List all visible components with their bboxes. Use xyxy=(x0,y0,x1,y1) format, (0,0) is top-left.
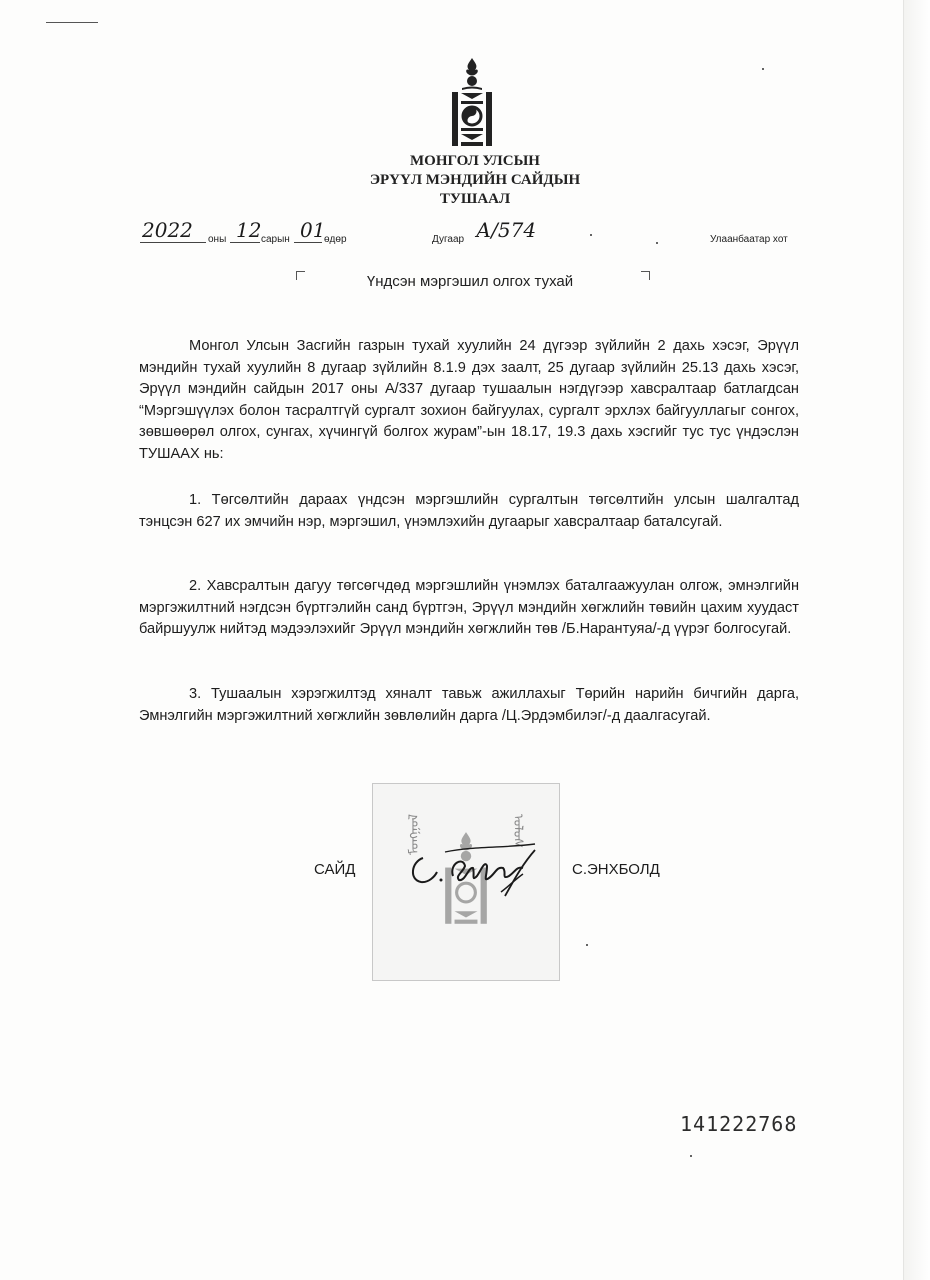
month-label: сарын xyxy=(261,234,290,245)
subject-bracket-left xyxy=(296,271,305,280)
city-label: Улаанбаатар хот xyxy=(710,234,788,245)
order-item-1: 1. Төгсөлтийн дараах үндсэн мэргэшлийн сургалтын төгсөлтийн улсын шалгалтад тэнцсэн 627 их эмчийн нэр, мэргэшил, үнэмлэхийн дугаарыг хавсралтаар баталсугай. xyxy=(139,492,799,530)
intro-paragraph: Монгол Улсын Засгийн газрын тухай хуулийн 24 дүгээр зүйлийн 2 дахь хэсэг, Эрүүл мэндийн тухай хуулийн 8 дугаар зүйлийн 8.1.9 дэх заалт, 25 дугаар зүйлийн 25.13 дахь хэсэг, Эрүүл мэндийн сайдын 2017 оны А/337 дугаар тушаалын нэгдүгээр хавсралтаар батлагдсан “Мэргэшүүлэх болон тасралтгүй сургалт зохион байгуулах, сургалт эрхлэх байгууллагыг сонгох, зөвшөөрөл олгох, сунгах, хүчингүй болгох журам”-ын 18.17, 19.3 дахь хэсгийг тус тус үндэслэн ТУШААХ нь: xyxy=(139,338,799,462)
issuer-country: МОНГОЛ УЛСЫН xyxy=(410,153,540,169)
soyombo-emblem-icon xyxy=(448,56,496,150)
signatory-name: С.ЭНХБОЛД xyxy=(572,861,660,878)
corner-mark xyxy=(46,22,98,23)
handwritten-day: 01 xyxy=(300,218,326,242)
serial-number: 141222768 xyxy=(680,1112,798,1136)
handwritten-year: 2022 xyxy=(142,218,193,242)
document-type: ТУШААЛ xyxy=(439,191,511,207)
signatory-title: САЙД xyxy=(314,861,356,878)
number-label: Дугаар xyxy=(432,234,465,245)
handwritten-signature xyxy=(405,836,555,906)
year-label: оны xyxy=(208,234,227,245)
order-item-2: 2. Хавсралтын дагуу төгсөгчдөд мэргэшлийн үнэмлэх баталгаажуулан олгож, эмнэлгийн мэргэжилтний нэгдсэн бүртгэлийн санд бүртгэн, Эрүүл мэндийн хөгжлийн төвийн цахим хуудаст байршуулж нийтэд мэдээлэхийг Эрүүл мэндийн хөгжлийн төв /Б.Нарантуяа/-д үүрэг болгосугай. xyxy=(139,578,799,637)
day-label: өдөр xyxy=(324,234,347,245)
issuer-ministry: ЭРҮҮЛ МЭНДИЙН САЙДЫН xyxy=(369,172,581,188)
seal-right-script: ᠤᠯᠤᠰ xyxy=(510,814,525,848)
document-subject: Үндсэн мэргэшил олгох тухай xyxy=(366,273,574,290)
seal-left-script: ᠮᠣᠩᠭᠣᠯ xyxy=(407,814,422,856)
handwritten-number: А/574 xyxy=(476,218,537,242)
subject-bracket-right xyxy=(641,271,650,280)
scan-edge xyxy=(903,0,930,1280)
handwritten-month: 12 xyxy=(236,218,262,242)
order-item-3: 3. Тушаалын хэрэгжилтэд хяналт тавьж ажиллахыг Төрийн нарийн бичгийн дарга, Эмнэлгийн мэргэжилтний хөгжлийн зөвлөлийн дарга /Ц.Эрдэмбилэг/-д даалгасугай. xyxy=(139,686,799,724)
document-meta-row xyxy=(140,218,810,256)
